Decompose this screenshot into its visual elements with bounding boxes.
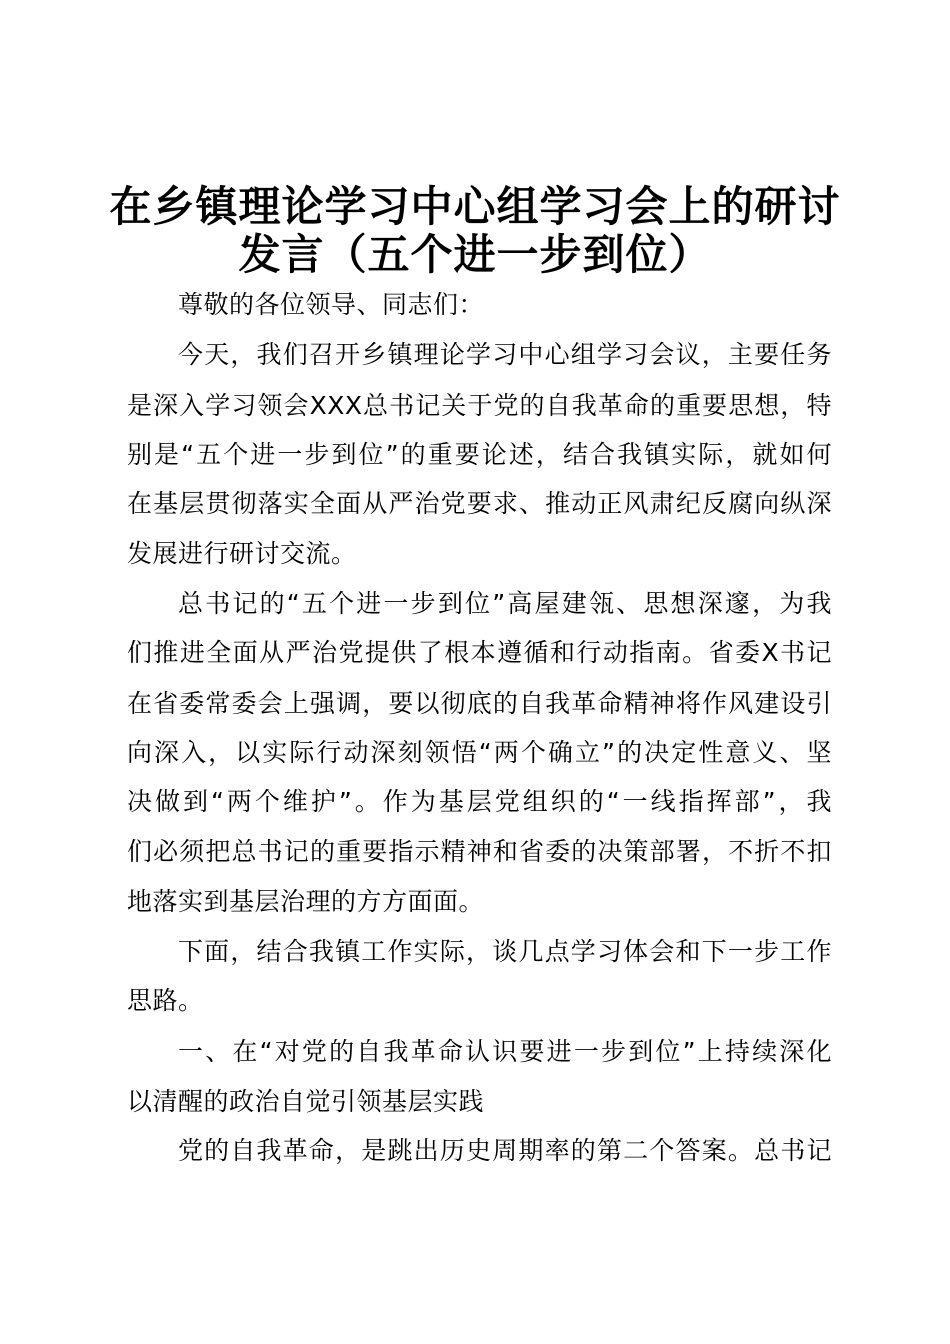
section-heading-line: 以清醒的政治自觉引领基层实践 (127, 1087, 485, 1116)
paragraph-line: 总书记的“五个进一步到位”高屋建瓴、思想深邃，为我 (178, 589, 832, 618)
paragraph-line: 今天，我们召开乡镇理论学习中心组学习会议，主要任务 (178, 340, 832, 369)
paragraph-line: 们必须把总书记的重要指示精神和省委的决策部署，不折不扣 (127, 837, 832, 866)
paragraph-line: 是深入学习领会XXX总书记关于党的自我革命的重要思想，特 (127, 391, 832, 420)
salutation: 尊敬的各位领导、同志们： (178, 290, 485, 319)
paragraph-line: 思路。 (127, 986, 204, 1015)
paragraph-line: 地落实到基层治理的方方面面。 (127, 887, 485, 916)
paragraph-line: 在基层贯彻落实全面从严治党要求、推动正风肃纪反腐向纵深 (127, 489, 832, 518)
paragraph-line: 发展进行研讨交流。 (127, 539, 357, 568)
document-title-line-2: 发言（五个进一步到位） (238, 230, 712, 279)
paragraph-line: 们推进全面从严治党提供了根本遵循和行动指南。省委X书记 (127, 638, 832, 667)
section-heading-line: 一、在“对党的自我革命认识要进一步到位”上持续深化 (178, 1037, 832, 1066)
document-title-line-1: 在乡镇理论学习中心组学习会上的研讨 (109, 182, 841, 231)
paragraph-line: 党的自我革命，是跳出历史周期率的第二个答案。总书记 (178, 1136, 832, 1165)
paragraph-line: 决做到“两个维护”。作为基层党组织的“一线指挥部”，我 (127, 787, 832, 816)
paragraph-line: 别是“五个进一步到位”的重要论述，结合我镇实际，就如何 (127, 440, 832, 469)
paragraph-line: 在省委常委会上强调，要以彻底的自我革命精神将作风建设引 (127, 689, 832, 718)
paragraph-line: 下面，结合我镇工作实际，谈几点学习体会和下一步工作 (178, 937, 832, 966)
paragraph-line: 向深入，以实际行动深刻领悟“两个确立”的决定性意义、坚 (127, 738, 832, 767)
